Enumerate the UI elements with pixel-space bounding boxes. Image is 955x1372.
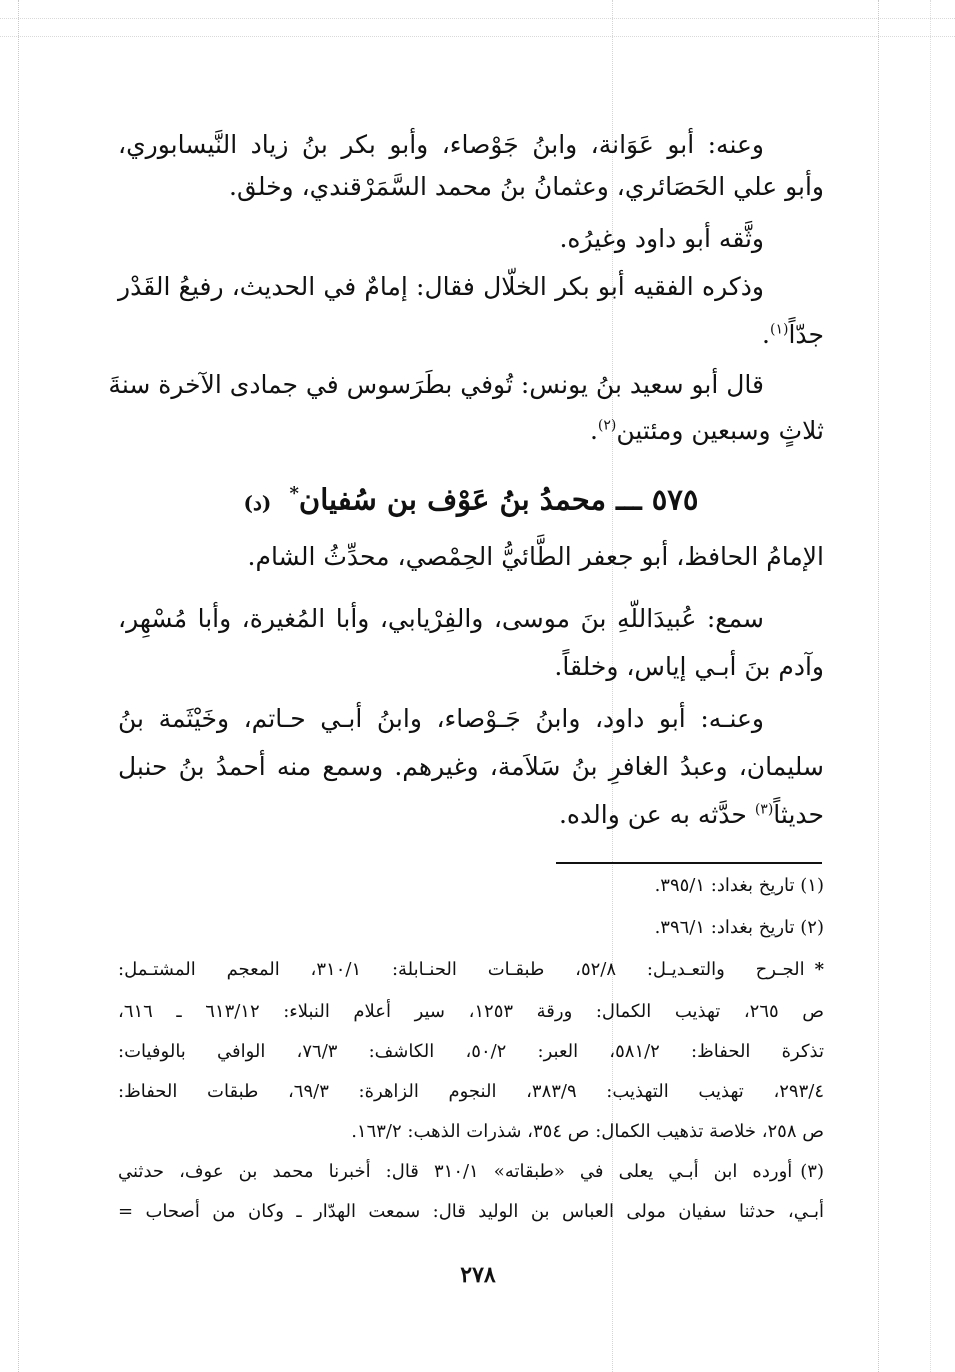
scan-artifact-line — [18, 0, 19, 1372]
body-line: وعنـه: أبو داود، وابنُ جَـوْصاء، وابنُ أبـي حـاتم، وخَيْثَمة بنُ — [118, 704, 764, 733]
body-text: حدَّثه به عن والده. — [558, 800, 755, 829]
body-text: جدّاً — [788, 320, 824, 349]
body-line: وعنه: أبو عَوَانة، وابنُ جَوْصاء، وأبو بكر بنُ زياد النَّيسابوري، — [118, 130, 764, 159]
footnote-star-reference[interactable]: * — [289, 483, 299, 504]
body-line — [118, 318, 824, 352]
page-number: ٢٧٨ — [460, 1262, 496, 1288]
footnote-line: ص ٢٦٥، تهذيب الكمال: ورقة ١٢٥٣، سير أعلام النبلاء: ٦١٣/١٢ ـ ٦١٦، — [118, 1001, 825, 1022]
body-text: حديثاً — [773, 800, 824, 829]
body-text: . — [762, 320, 770, 349]
body-text: ثلاثٍ وسبعين ومئتين — [616, 416, 824, 445]
footnote — [118, 914, 824, 942]
body-line: وأبو علي الحَصَائري، وعثمانُ بنُ محمد السَّمَرْقندي، وخلق. — [229, 172, 824, 201]
scan-artifact-line — [878, 0, 879, 1372]
body-line: الإمامُ الحافظ، أبو جعفر الطَّائيُّ الحِمْصي، محدِّثُ الشام. — [247, 542, 824, 571]
footnote-text: الجـرح والتعـديـل: ٥٢/٨، طبقـات الحنـابلة: ٣١٠/١، المعجم المشتـمل: — [118, 959, 805, 980]
footnote-divider — [556, 862, 822, 864]
body-line: وذكره الفقيه أبو بكر الخلّال فقال: إمامٌ في الحديث، رفيعُ القَدْر — [118, 272, 764, 301]
footnote-line: أبـي، حدثنا سفيان مولى العباس بن الوليد قال: سمعت الهدّار ـ وكان من أصحاب = — [118, 1201, 824, 1222]
footnote-line: تذكرة الحفاظ: ٥٨١/٢، العبر: ٥٠/٢، الكاشف: ٧٦/٣، الوافي بالوفيات: — [118, 1041, 824, 1062]
footnote — [118, 956, 824, 984]
source-code: (د) — [243, 490, 272, 515]
footnote-text: تاريخ بغداد: ٣٩٥/١. — [654, 875, 795, 896]
footnote — [118, 872, 824, 900]
footnote — [118, 1158, 824, 1186]
footnote-text: أورده ابن أبـي يعلى في «طبقاته» ٣١٠/١ قال: أخبرنا محمد بن عوف، حدثني — [118, 1161, 793, 1182]
scan-artifact-line — [0, 18, 955, 19]
footnote-mark: (٢) — [800, 917, 824, 938]
body-text: . — [589, 416, 598, 445]
footnote-mark: (٣) — [800, 1161, 824, 1182]
scan-artifact-line — [0, 36, 955, 37]
scan-artifact-line — [930, 0, 931, 1372]
body-line: قال أبو سعيد بنُ يونس: تُوفي بطَرَسوس في جمادى الآخرة سنةَ — [108, 370, 764, 399]
body-line: سمع: عُبيدَاللّهِ بنَ موسى، والفِرْيابي، وأبا المُغيرة، وأبا مُسْهِر، — [118, 604, 764, 633]
body-line — [118, 798, 824, 832]
footnote-star-mark: * — [814, 959, 824, 980]
footnote-mark: (١) — [800, 875, 824, 896]
footnote-reference[interactable]: (١) — [770, 321, 789, 338]
body-line — [118, 414, 824, 448]
body-line: وثَّقه أبو داود وغيرُه. — [559, 224, 764, 253]
body-line: وآدم بنَ أبـي إياس، وخلقاً. — [554, 652, 824, 681]
footnote-line: ص ٢٥٨، خلاصة تذهيب الكمال: ص ٣٥٤، شذرات الذهب: ١٦٣/٢. — [351, 1121, 824, 1142]
entry-heading — [118, 474, 824, 523]
body-line: سليمان، وعبدُ الغافرِ بنُ سَلاَمة، وغيرهم. وسمع منه أحمدُ بنُ حنبل — [118, 752, 824, 781]
entry-name: محمدُ بنُ عَوْف بن سُفيان — [298, 482, 607, 517]
footnote-reference[interactable]: (٣) — [754, 801, 774, 818]
footnote-text: تاريخ بغداد: ٣٩٦/١. — [654, 917, 795, 938]
footnote-reference[interactable]: (٢) — [597, 417, 617, 434]
entry-number: ٥٧٥ ـــ — [616, 482, 699, 517]
footnote-line: ٢٩٣/٤، تهذيب التهذيب: ٣٨٣/٩، النجوم الزاهرة: ٦٩/٣، طبقات الحفاظ: — [118, 1081, 825, 1102]
